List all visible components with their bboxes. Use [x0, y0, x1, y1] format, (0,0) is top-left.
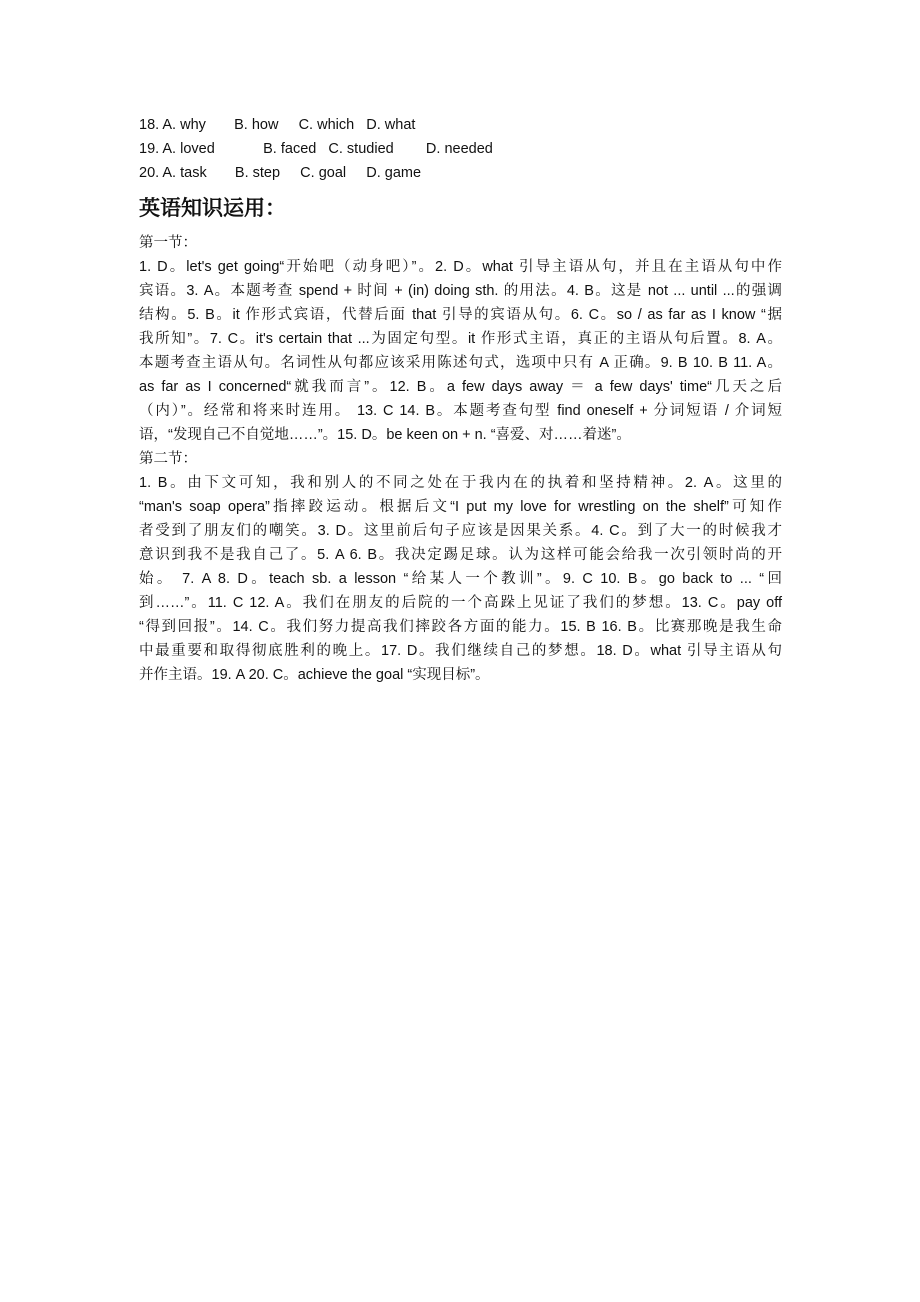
answer-line: “man's soap opera”指摔跤运动。根据后文“I put my love for wrestling on the shelf”可知作	[139, 499, 783, 515]
answer-line: 结构。5. B。it 作形式宾语，代替后面 that 引导的宾语从句。6. C。so / as far as I know “据	[139, 307, 782, 323]
section1-title: 第一节：	[139, 235, 197, 251]
answer-line: 本题考查主语从句。名词性从句都应该采用陈述句式，选项中只有 A 正确。9. B 10. B 11. A。	[139, 355, 782, 371]
answer-line: 意识到我不是我自己了。5. A 6. B。我决定踢足球。认为这样可能会给我一次引领时尚的开	[139, 547, 782, 563]
section-heading: 英语知识运用：	[139, 197, 286, 220]
answer-line: （内）”。经常和将来时连用。 13. C 14. B。本题考查句型 find oneself + 分词短语 / 介词短	[139, 403, 782, 419]
answer-line: 并作主语。19. A 20. C。achieve the goal “实现目标”。	[139, 667, 490, 683]
section2-title: 第二节：	[139, 451, 197, 467]
question-18-options: 18. A. why B. how C. which D. what	[139, 117, 416, 133]
answer-line: 1. B。由下文可知，我和别人的不同之处在于我内在的执着和坚持精神。2. A。这里的	[139, 475, 782, 491]
answer-line: as far as I concerned“就我而言”。12. B。a few days away ＝ a few days' time“几天之后	[139, 379, 782, 395]
answer-line: 我所知”。7. C。it's certain that ...为固定句型。it 作形式主语，真正的主语从句后置。8. A。	[139, 331, 782, 347]
question-20-options: 20. A. task B. step C. goal D. game	[139, 165, 422, 181]
question-19-options: 19. A. loved B. faced C. studied D. needed	[139, 141, 493, 157]
answer-line: “得到回报”。14. C。我们努力提高我们摔跤各方面的能力。15. B 16. B。比赛那晚是我生命	[139, 619, 782, 635]
answer-line: 者受到了朋友们的嘲笑。3. D。这里前后句子应该是因果关系。4. C。到了大一的时候我才	[139, 523, 782, 539]
answer-line: 始。 7. A 8. D。teach sb. a lesson “给某人一个教训”。9. C 10. B。go back to ... “回	[139, 571, 782, 587]
answer-line: 宾语。3. A。本题考查 spend + 时间 + (in) doing sth. 的用法。4. B。这是 not ... until ...的强调	[139, 283, 782, 299]
answer-line: 中最重要和取得彻底胜利的晚上。17. D。我们继续自己的梦想。18. D。what 引导主语从句	[139, 643, 782, 659]
section1-answers	[139, 255, 782, 447]
answer-line: 1. D。let's get going“开始吧（动身吧）”。2. D。what 引导主语从句，并且在主语从句中作	[139, 259, 782, 275]
answer-line: 语，“发现自己不自觉地……”。15. D。be keen on + n. “喜爱、对……着迷”。	[139, 427, 631, 443]
answer-line: 到……”。11. C 12. A。我们在朋友的后院的一个高跺上见证了我们的梦想。13. C。pay off	[139, 595, 782, 611]
section2-answers	[139, 471, 782, 687]
document-page	[139, 113, 782, 687]
